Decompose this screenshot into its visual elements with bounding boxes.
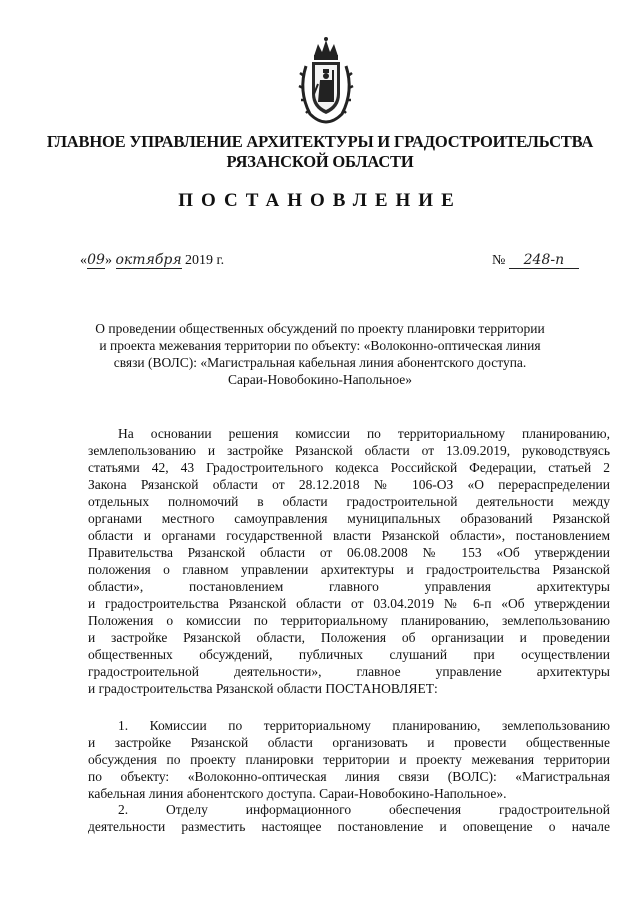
subject-line: и проекта межевания территории по объекту: «Волоконно-оптическая линия xyxy=(99,338,541,353)
paragraph-line: и градостроительства Рязанской области ПОСТАНОВЛЯЕТ: xyxy=(88,681,438,696)
paragraph-line: градостроительной деятельности», главное управление архитектуры xyxy=(88,664,610,679)
number-value: 248-п xyxy=(509,252,579,269)
date-open-quote: « xyxy=(80,253,87,268)
document-type-title: ПОСТАНОВЛЕНИЕ xyxy=(178,190,462,211)
paragraph-line: отдельных полномочий в области градостроительной деятельности между xyxy=(88,494,610,509)
resolution-item-1 xyxy=(88,717,610,802)
date-day: 09 xyxy=(87,252,105,268)
paragraph-line: Положения о комиссии по территориальному планированию, землепользованию xyxy=(88,613,610,628)
paragraph-line: 2. Отделу информационного обеспечения градостроительной xyxy=(118,802,610,817)
paragraph-line: и застройке Рязанской области организовать и провести общественные xyxy=(88,735,610,750)
paragraph-line: общественных обсуждений, публичных слушаний при осуществлении xyxy=(88,647,610,662)
document-date xyxy=(80,252,224,269)
paragraph-line: области и органами государственной власти Рязанской области», постановлением xyxy=(88,528,610,543)
date-close-quote: » xyxy=(105,253,112,268)
paragraph-line: обсуждения по проекту планировки территории и проекту межевания территории xyxy=(88,752,610,767)
document-number xyxy=(492,252,579,269)
date-month: октября xyxy=(115,252,182,268)
preamble-paragraph xyxy=(88,425,610,697)
paragraph-line: положения о главном управлении архитектуры и градостроительства Рязанской xyxy=(88,562,610,577)
paragraph-line: и застройке Рязанской области, Положения об организации и проведении xyxy=(88,630,610,645)
paragraph-line: по объекту: «Волоконно-оптическая линия связи (ВОЛС): «Магистральная xyxy=(88,769,610,784)
subject-line: Сараи-Новобокино-Напольное» xyxy=(228,372,412,387)
organization-region: РЯЗАНСКОЙ ОБЛАСТИ xyxy=(226,152,414,171)
date-year: 2019 г. xyxy=(185,253,225,268)
number-label: № xyxy=(492,253,506,268)
ryazan-coat-of-arms-icon xyxy=(296,36,356,124)
organization-name: ГЛАВНОЕ УПРАВЛЕНИЕ АРХИТЕКТУРЫ И ГРАДОСТРОИТЕЛЬСТВА xyxy=(46,132,594,151)
subject-line: О проведении общественных обсуждений по проекту планировки территории xyxy=(95,321,545,336)
subject-line: связи (ВОЛС): «Магистральная кабельная линия абонентского доступа. xyxy=(113,355,527,370)
resolution-item-2 xyxy=(88,801,610,835)
paragraph-line: статьями 42, 43 Градостроительного кодекса Российской Федерации, статьей 2 xyxy=(88,460,610,475)
paragraph-line: и градостроительства Рязанской области от 03.04.2019 № 6-п «Об утверждении xyxy=(88,596,610,611)
paragraph-line: органами местного самоуправления муниципальных образований Рязанской xyxy=(88,511,610,526)
paragraph-line: деятельности разместить настоящее постановление и оповещение о начале xyxy=(88,819,610,834)
paragraph-line: Правительства Рязанской области от 06.08.2008 № 153 «Об утверждении xyxy=(88,545,610,560)
paragraph-line: кабельная линия абонентского доступа. Сараи-Новобокино-Напольное». xyxy=(88,786,507,801)
paragraph-line: 1. Комиссии по территориальному планированию, землепользованию xyxy=(118,718,610,733)
document-subject xyxy=(80,320,560,388)
paragraph-line: Закона Рязанской области от 28.12.2018 № 106-ОЗ «О перераспределении xyxy=(88,477,610,492)
paragraph-line: области», постановлением главного управления архитектуры xyxy=(88,579,610,594)
paragraph-line: землепользованию и застройке Рязанской области от 13.09.2019, руководствуясь xyxy=(88,443,610,458)
paragraph-line: На основании решения комиссии по территориальному планированию, xyxy=(118,426,610,441)
